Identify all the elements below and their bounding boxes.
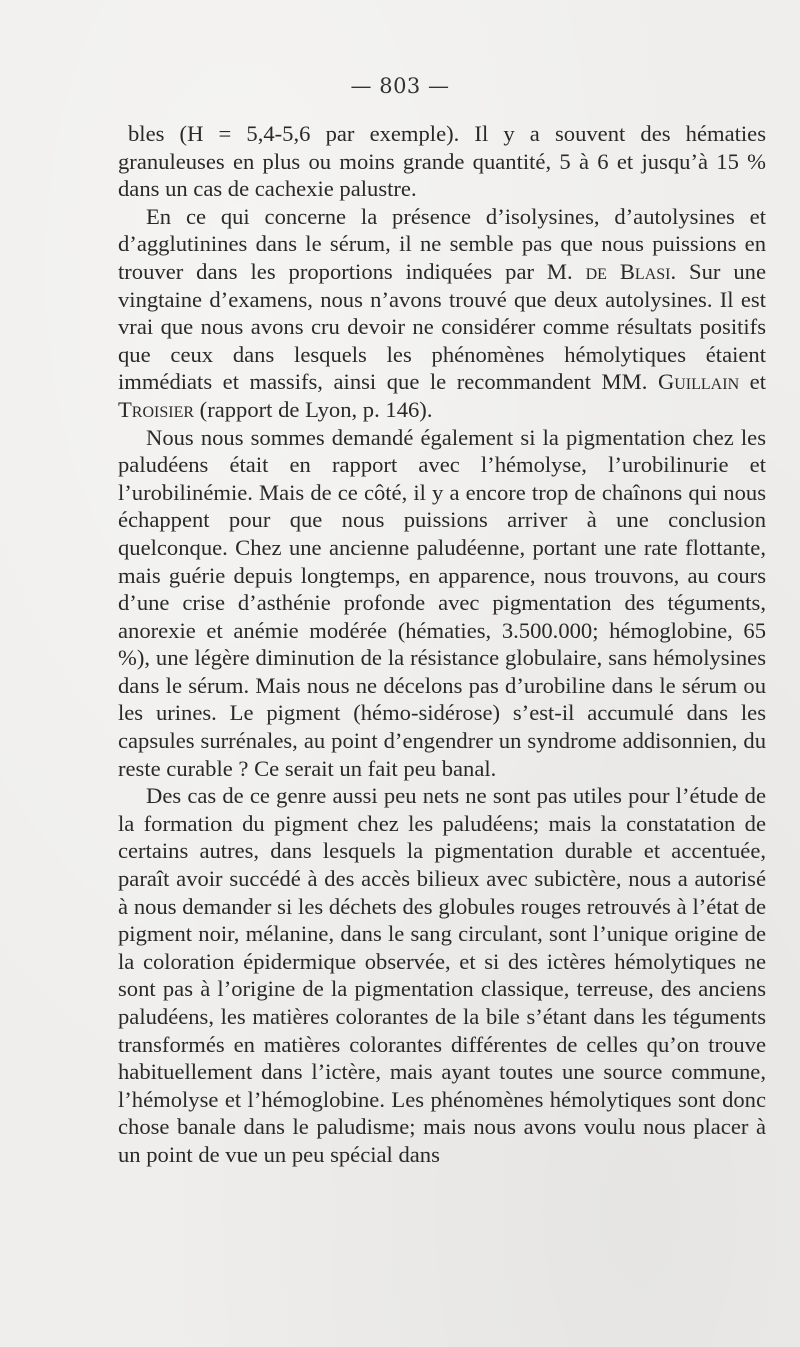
paragraph: [118, 424, 766, 783]
text-segment: (rapport de Lyon, p. 146).: [194, 396, 433, 422]
author-name: de Blasi: [585, 258, 671, 284]
paragraph: [118, 203, 766, 424]
author-name: Guillain: [657, 369, 740, 395]
text-segment: En ce qui concerne la présence d’isolysines, d’autolysines et d’agglutinines dans le sérum, il ne semble pas que nous puissions en trouver dans les proportions indiquées par M.: [118, 203, 766, 284]
text-segment: Nous nous sommes demandé également si la pigmentation chez les paludéens était en rapport avec l’hémolyse, l’urobilinurie et l’urobilinémie. Mais de ce côté, il y a encore trop de chaînons qui nous échappent pour que nous puissions arriver à une conclusion quelconque. Chez une ancienne paludéenne, portant une rate flottante, mais guérie depuis longtemps, en apparence, nous trouvons, au cours d’une crise d’asthénie profonde avec pigmentation des téguments, anorexie et anémie modérée (hématies, 3.500.000; hémoglobine, 65 %), une légère diminution de la résistance globulaire, sans hémolysines dans le sérum. Mais nous ne décelons pas d’urobiline dans le sérum ou les urines. Le pigment (hémo-sidérose) s’est-il accumulé dans les capsules surrénales, au point d’engendrer un syndrome addisonnien, du reste curable ? Ce serait un fait peu banal.: [118, 424, 766, 781]
paragraph: [118, 120, 766, 203]
text-segment: et: [739, 369, 766, 395]
text-segment: Des cas de ce genre aussi peu nets ne sont pas utiles pour l’étude de la formation du pigment chez les paludéens; mais la constatation de certains autres, dans lesquels la pigmentation durable et accentuée, paraît avoir succédé à des accès bilieux avec subictère, nous a autorisé à nous demander si les déchets des globules rouges retrouvés à l’état de pigment noir, mélanine, dans le sang circulant, sont l’unique origine de la coloration épidermique observée, et si des ictères hémolytiques ne sont pas à l’origine de la pigmentation classique, terreuse, des anciens paludéens, les matières colorantes de la bile s’étant dans les téguments transformés en matières colorantes différentes de celles qu’on trouve habituellement dans l’ictère, mais ayant toutes une source commune, l’hémolyse et l’hémoglobine. Les phénomènes hémolytiques sont donc chose banale dans le paludisme; mais nous avons voulu nous placer à un point de vue un peu spécial dans: [118, 783, 766, 1167]
paragraph: [118, 782, 766, 1168]
page-number: — 803 —: [350, 74, 450, 98]
body-text: [118, 120, 766, 1169]
author-name: Troisier: [118, 396, 195, 422]
text-segment: bles (H = 5,4-5,6 par exemple). Il y a souvent des hématies granuleuses en plus ou moins grande quantité, 5 à 6 et jusqu’à 15 % dans un cas de cachexie palustre.: [118, 121, 766, 202]
text-segment: . Sur une vingtaine d’examens, nous n’avons trouvé que deux autolysines. Il est vrai que nous avons cru devoir ne considérer comme résultats positifs que ceux dans lesquels les phénomènes hémolytiques étaient immédiats et massifs, ainsi que le recommandent MM.: [118, 258, 766, 395]
